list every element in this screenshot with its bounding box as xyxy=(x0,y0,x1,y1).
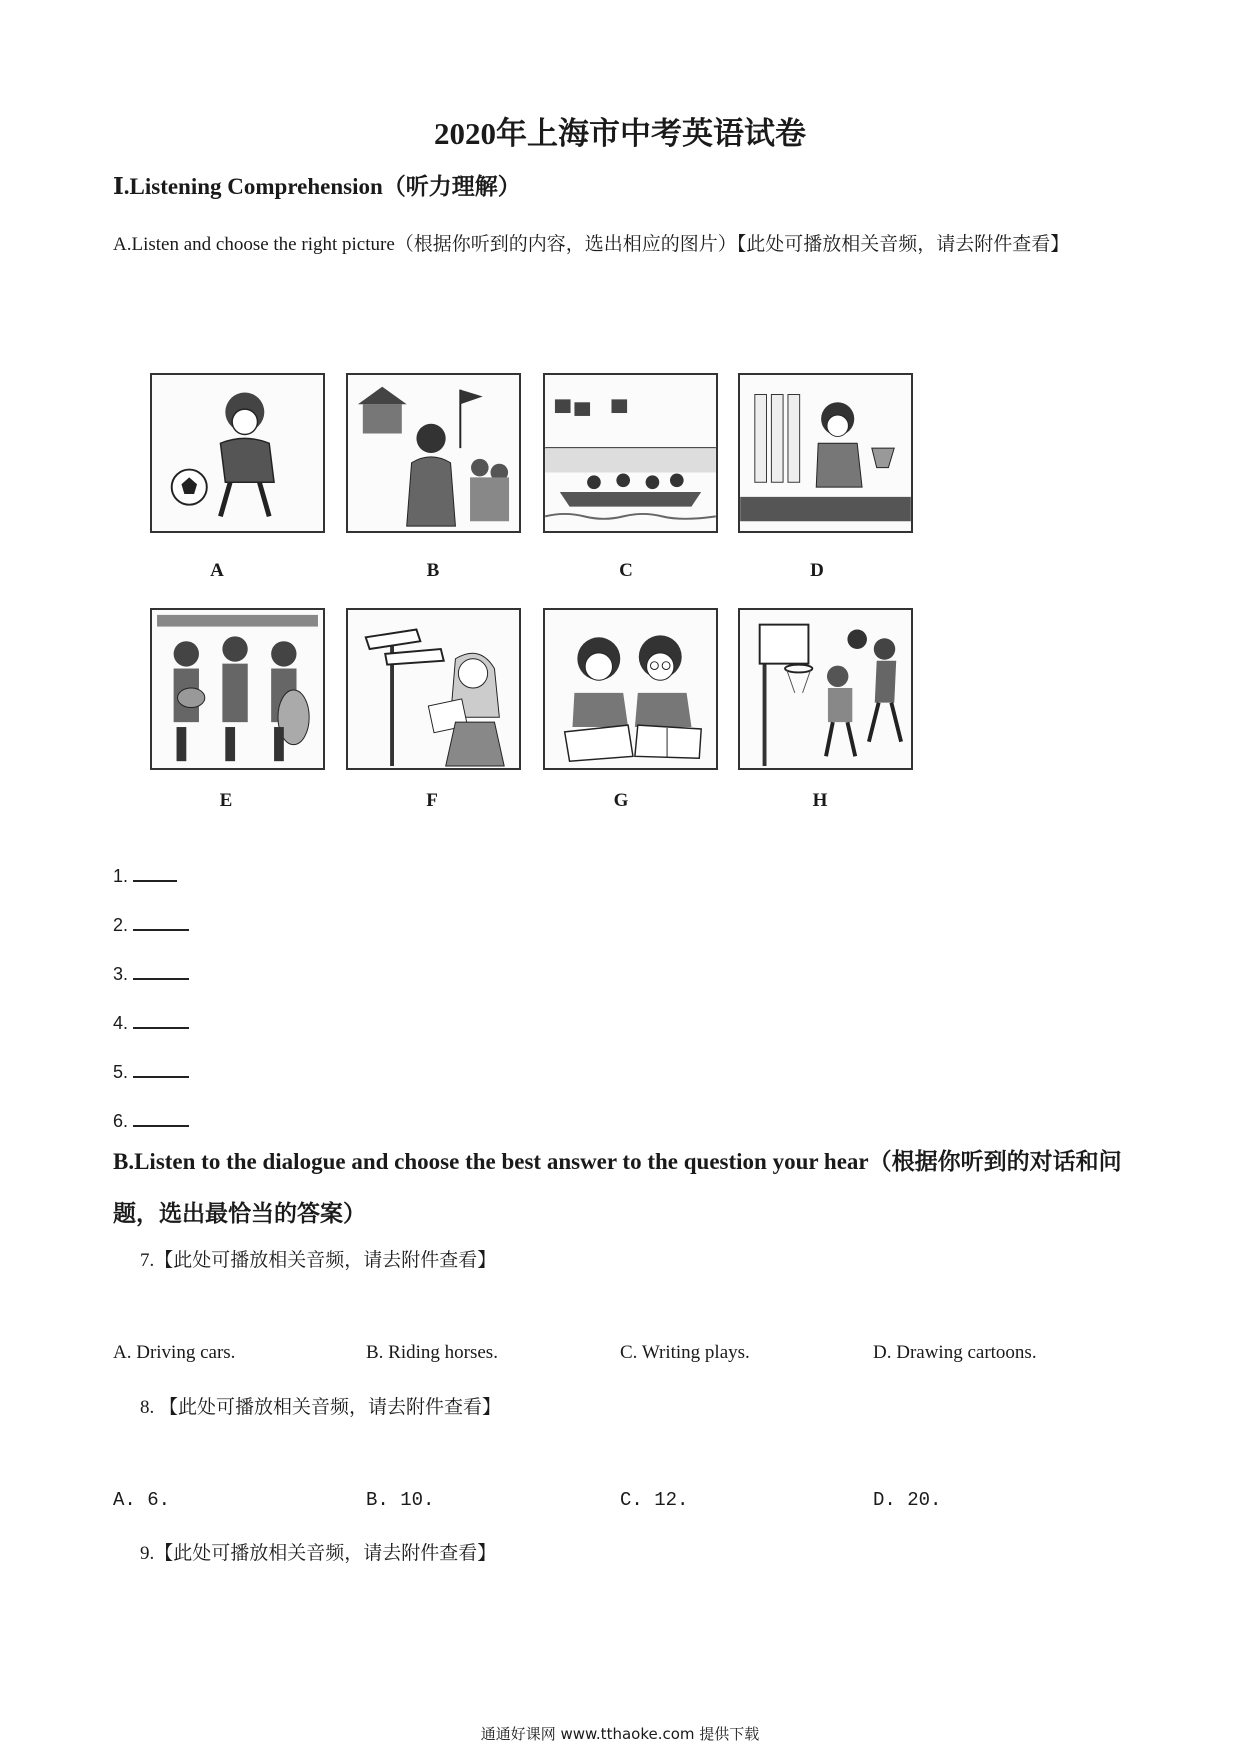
page-title: 2020年上海市中考英语试卷 xyxy=(434,116,806,151)
question-8-label: 8. 【此处可播放相关音频，请去附件查看】 xyxy=(140,1397,502,1418)
picture-label-c: C xyxy=(619,560,633,581)
section-heading-listening: Ⅰ.Listening Comprehension（听力理解） xyxy=(113,174,521,199)
band-musicians-icon xyxy=(152,610,323,768)
boy-with-football-icon xyxy=(152,375,323,531)
picture-label-a: A xyxy=(210,560,224,581)
q7-option-c[interactable]: C. Writing plays. xyxy=(620,1342,750,1363)
part-a-instruction: A.Listen and choose the right picture（根据你听到的内容，选出相应的图片）【此处可播放相关音频，请去附件查看】 xyxy=(113,234,1070,255)
answer-blank-5[interactable] xyxy=(133,1058,189,1078)
picture-label-h: H xyxy=(812,790,828,811)
picture-d xyxy=(738,373,913,533)
question-9-label: 9.【此处可播放相关音频，请去附件查看】 xyxy=(140,1543,497,1564)
answer-blank-1[interactable] xyxy=(133,862,177,882)
answer-blank-4[interactable] xyxy=(133,1009,189,1029)
picture-f xyxy=(346,608,521,770)
q8-option-a[interactable]: A. 6. xyxy=(113,1489,171,1511)
question-6: 6. xyxy=(113,1107,189,1132)
question-5: 5. xyxy=(113,1058,189,1083)
picture-h xyxy=(738,608,913,770)
q7-option-d[interactable]: D. Drawing cartoons. xyxy=(873,1342,1037,1363)
picture-label-b: B xyxy=(426,560,440,581)
question-4: 4. xyxy=(113,1009,189,1034)
q7-option-a[interactable]: A. Driving cars. xyxy=(113,1342,236,1363)
dragon-boat-race-icon xyxy=(545,375,716,531)
answer-blank-6[interactable] xyxy=(133,1107,189,1127)
q7-option-b[interactable]: B. Riding horses. xyxy=(366,1342,498,1363)
q8-option-b[interactable]: B. 10. xyxy=(366,1489,435,1511)
basketball-players-icon xyxy=(740,610,911,768)
q8-option-d[interactable]: D. 20. xyxy=(873,1489,942,1511)
students-studying-icon xyxy=(545,610,716,768)
answer-blank-2[interactable] xyxy=(133,911,189,931)
girl-gardening-icon xyxy=(740,375,911,531)
part-b-instruction: B.Listen to the dialogue and choose the best answer to the question your hear（根据你听到的对话和问题，选出最恰当的答案） xyxy=(113,1149,1122,1226)
picture-b xyxy=(346,373,521,533)
picture-label-g: G xyxy=(613,790,629,811)
picture-c xyxy=(543,373,718,533)
picture-g xyxy=(543,608,718,770)
question-2: 2. xyxy=(113,911,189,936)
page-footer: 通通好课网 www.tthaoke.com 提供下载 xyxy=(480,1725,760,1743)
tour-guide-with-flag-icon xyxy=(348,375,519,531)
picture-label-f: F xyxy=(426,790,438,811)
q8-option-c[interactable]: C. 12. xyxy=(620,1489,689,1511)
picture-e xyxy=(150,608,325,770)
picture-label-e: E xyxy=(219,790,233,811)
picture-a xyxy=(150,373,325,533)
girl-reading-signpost-icon xyxy=(348,610,519,768)
question-7-label: 7.【此处可播放相关音频，请去附件查看】 xyxy=(140,1250,497,1271)
picture-label-d: D xyxy=(810,560,824,581)
answer-blank-3[interactable] xyxy=(133,960,189,980)
question-3: 3. xyxy=(113,960,189,985)
question-1: 1. xyxy=(113,862,177,887)
